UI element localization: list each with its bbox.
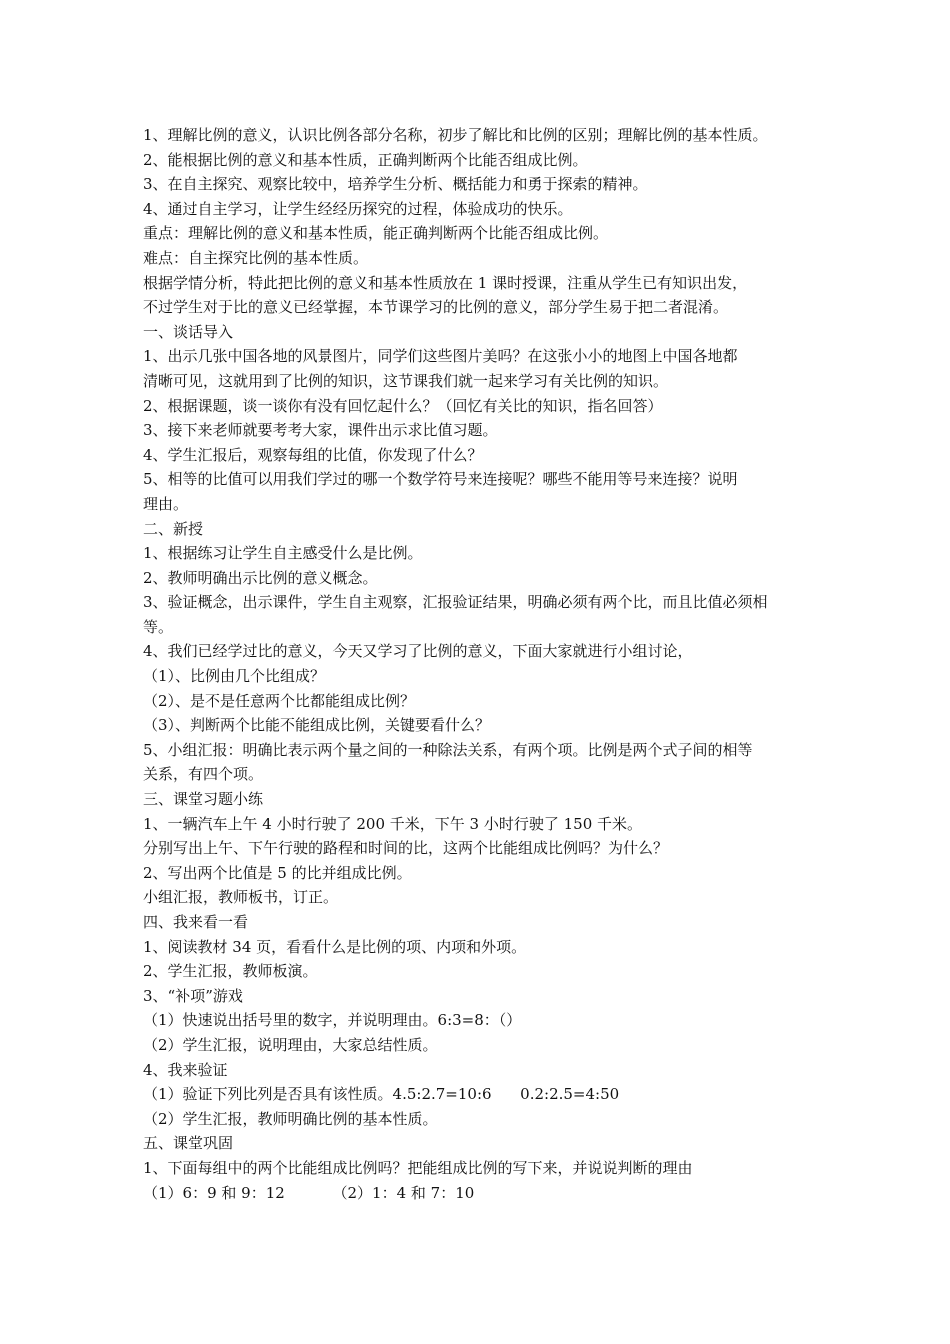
text-line: 4、通过自主学习，让学生经经历探究的过程，体验成功的快乐。 [143,199,573,218]
section-heading: 二、新授 [143,519,204,538]
text-line: 1、阅读教材 34 页，看看什么是比例的项、内项和外项。 [143,937,527,956]
text-line: 5、相等的比值可以用我们学过的哪一个数学符号来连接呢？哪些不能用等号来连接？说明 [143,470,738,489]
text-line: 1、根据练习让学生自主感受什么是比例。 [143,544,423,563]
text-line: 分别写出上午、下午行驶的路程和时间的比，这两个比能组成比例吗？为什么？ [143,839,669,858]
section-heading: 四、我来看一看 [143,913,249,931]
text-line: 4、我们已经学过比的意义，今天又学习了比例的意义，下面大家就进行小组讨论， [143,642,693,661]
text-line: 1、下面每组中的两个比能组成比例吗？把能组成比例的写下来，并说说判断的理由 [143,1158,693,1177]
text-line: 2、根据课题，谈一谈你有没有回忆起什么？（回忆有关比的知识，指名回答） [143,396,663,415]
text-line: 3、接下来老师就要考考大家，课件出示求比值习题。 [143,421,498,440]
section-heading: 一、谈话导入 [143,322,234,341]
text-line: 小组汇报，教师板书，订正。 [143,888,339,907]
text-line: （2）学生汇报，教师明确比例的基本性质。 [143,1109,438,1128]
text-line: 3、验证概念，出示课件，学生自主观察，汇报验证结果，明确必须有两个比，而且比值必须相 [143,593,768,612]
text-line: 4、我来验证 [143,1060,228,1079]
text-line: （2）学生汇报，说明理由，大家总结性质。 [143,1035,438,1054]
text-line: 重点：理解比例的意义和基本性质，能正确判断两个比能否组成比例。 [143,224,609,243]
text-line: 不过学生对于比的意义已经掌握，本节课学习的比例的意义，部分学生易于把二者混淆。 [143,298,729,317]
text-line: 5、小组汇报：明确比表示两个量之间的一种除法关系，有两个项。比例是两个式子间的相等 [143,740,753,759]
text-line: 1、理解比例的意义，认识比例各部分名称，初步了解比和比例的区别；理解比例的基本性质。 [143,126,768,144]
text-line: 2、写出两个比值是 5 的比并组成比例。 [143,863,412,882]
text-line: 4、学生汇报后，观察每组的比值，你发现了什么？ [143,445,483,464]
text-line: （1）6：9 和 9：12 （2）1：4 和 7：10 [143,1183,475,1202]
text-line: 2、能根据比例的意义和基本性质，正确判断两个比能否组成比例。 [143,150,588,169]
text-line: 2、学生汇报，教师板演。 [143,962,318,981]
section-heading: 五、课堂巩固 [143,1134,234,1153]
text-line: （1）、比例由几个比组成？ [143,667,326,686]
text-line: 等。 [143,617,174,636]
text-line: 理由。 [143,494,189,513]
text-line: 1、一辆汽车上午 4 小时行驶了 200 千米，下午 3 小时行驶了 150 千米。 [143,814,643,833]
text-line: 清晰可见，这就用到了比例的知识，这节课我们就一起来学习有关比例的知识。 [143,371,669,390]
lesson-plan-text [143,123,813,1205]
text-line: （1）验证下列比列是否具有该性质。4.5:2.7=10:6 0.2:2.5=4:50 [143,1085,620,1104]
text-line: （3）、判断两个比能不能组成比例，关键要看什么？ [143,716,491,735]
text-line: 3、在自主探究、观察比较中，培养学生分析、概括能力和勇于探索的精神。 [143,175,648,194]
text-line: 难点：自主探究比例的基本性质。 [143,248,369,267]
text-line: （1）快速说出括号里的数字，并说明理由。6:3=8：（） [143,1011,522,1030]
section-heading: 三、课堂习题小练 [143,790,264,809]
text-line: 关系，有四个项。 [143,765,264,784]
text-line: （2）、是不是任意两个比都能组成比例？ [143,691,416,710]
text-line: 根据学情分析，特此把比例的意义和基本性质放在 1 课时授课，注重从学生已有知识出发， [143,273,748,292]
text-line: 3、“补项”游戏 [143,986,243,1005]
text-line: 1、出示几张中国各地的风景图片，同学们这些图片美吗？在这张小小的地图上中国各地都 [143,347,738,366]
text-line: 2、教师明确出示比例的意义概念。 [143,568,378,587]
